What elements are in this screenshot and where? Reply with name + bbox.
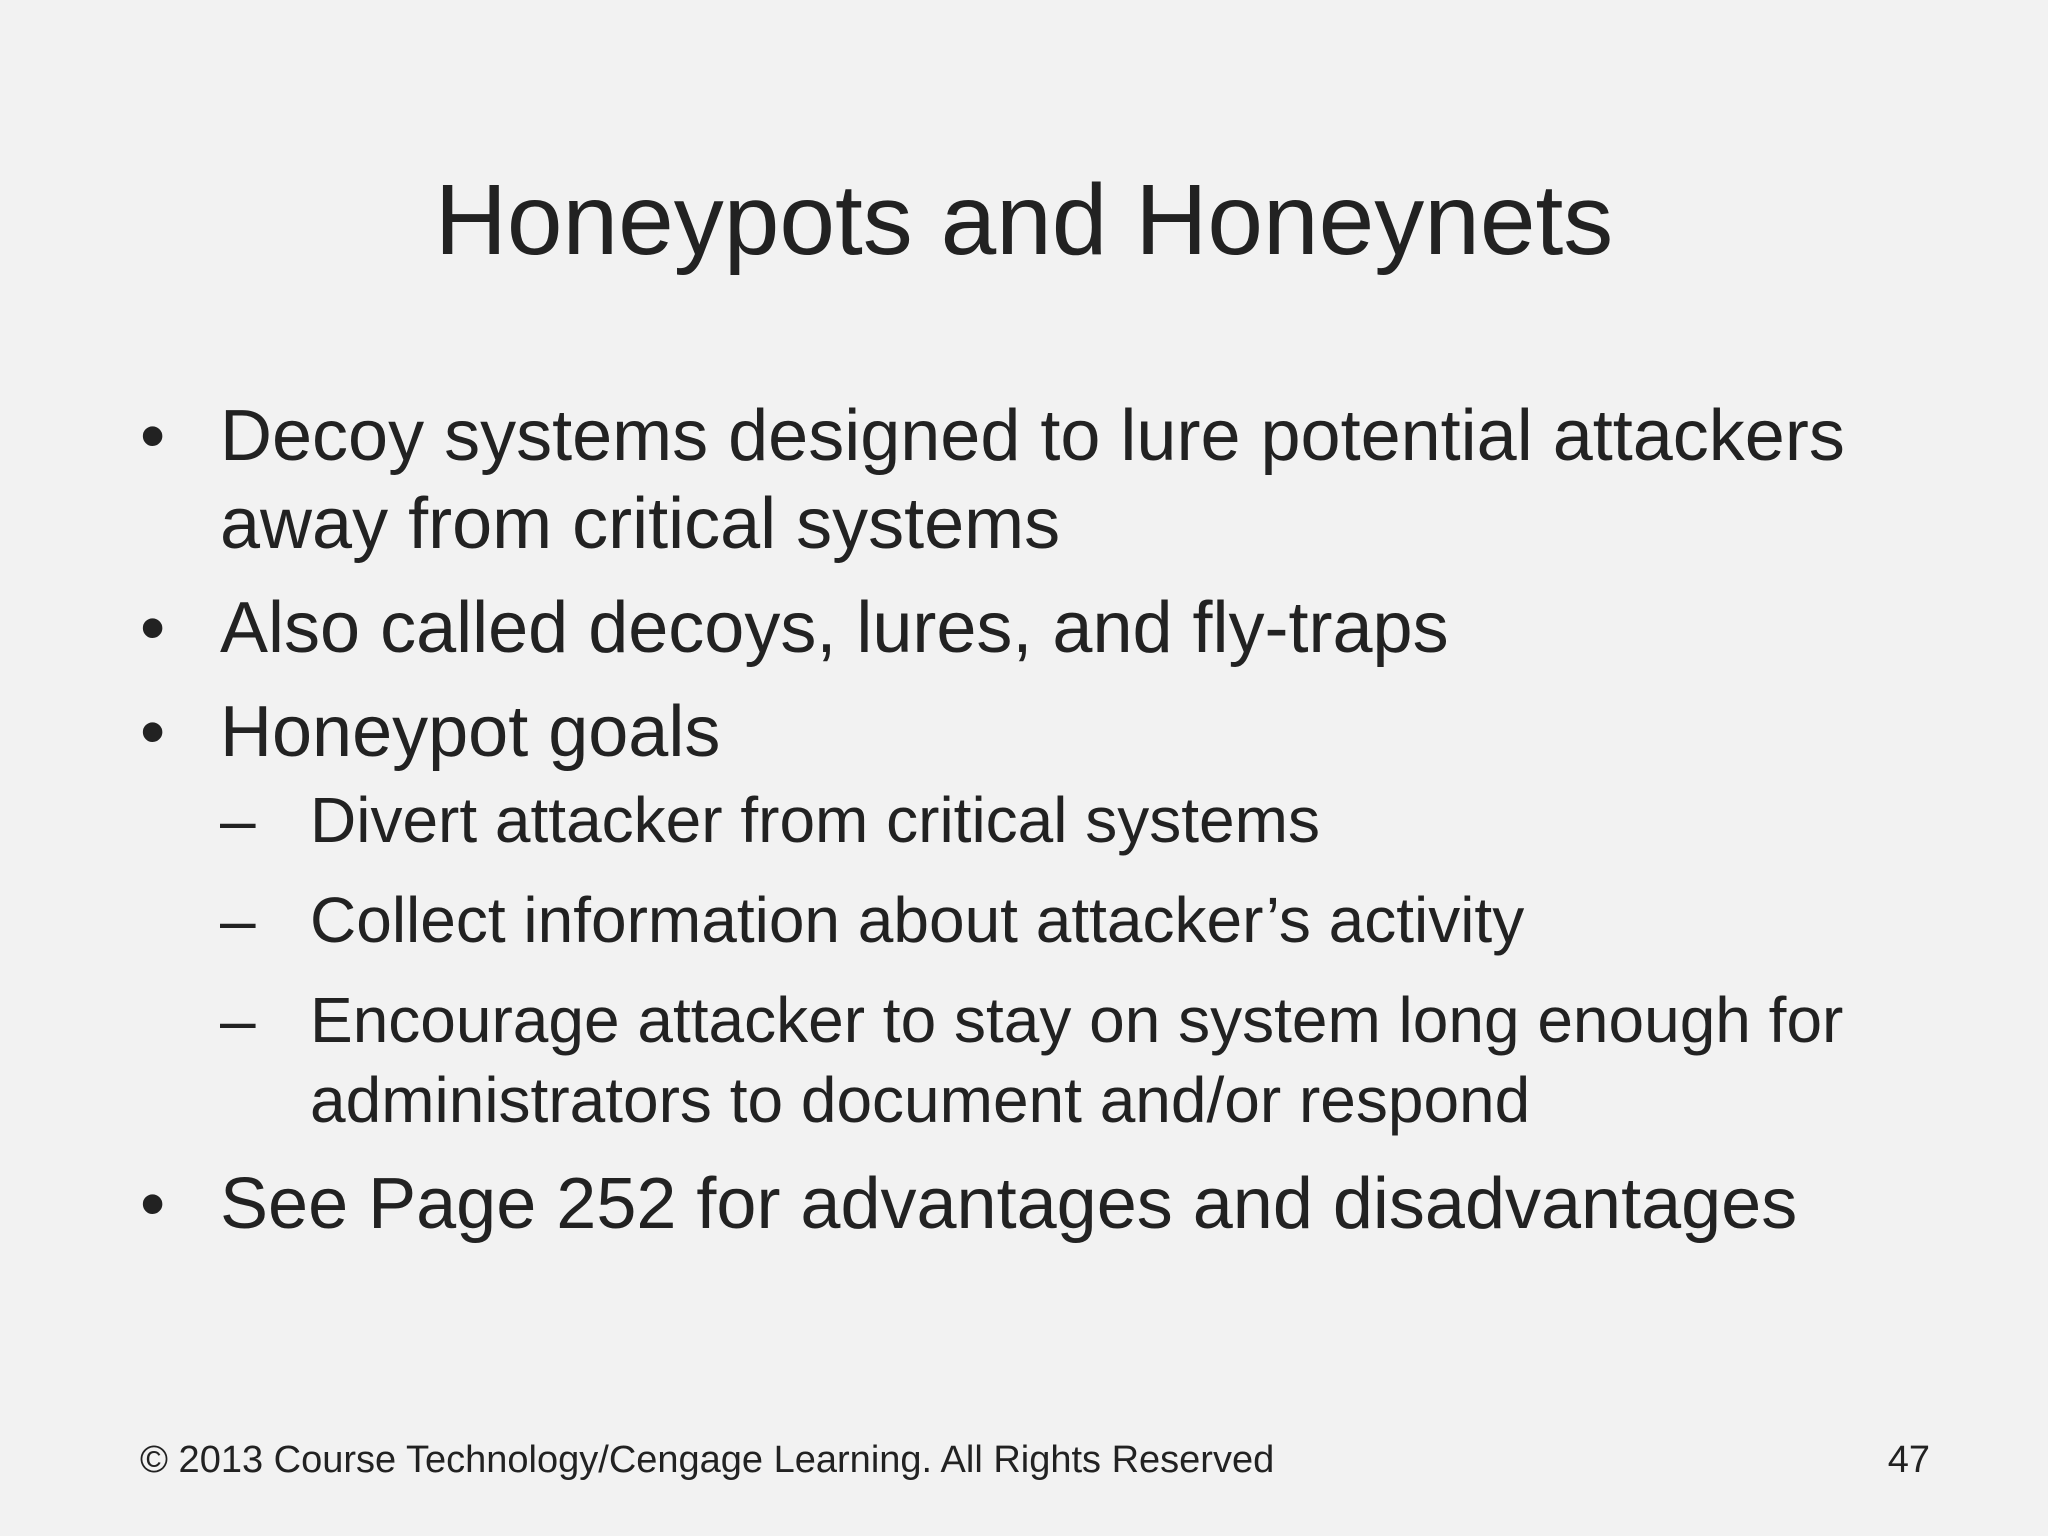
bullet-item [140, 392, 1940, 568]
bullet-text: Decoy systems designed to lure potential attackers away from critical systems [220, 396, 1845, 564]
sub-bullet-item [220, 980, 1940, 1140]
bullet-item [140, 688, 1940, 1140]
page-number: 47 [1887, 1439, 1930, 1481]
bullet-marker: • [140, 692, 166, 772]
bullet-list [140, 392, 1940, 1264]
sub-bullet-list [220, 780, 1940, 1140]
sub-bullet-text: Encourage attacker to stay on system long enough for administrators to document and/or respond [310, 984, 1844, 1136]
bullet-text: Honeypot goals [220, 692, 721, 772]
sub-bullet-text: Collect information about attacker’s activity [310, 884, 1525, 956]
dash-marker: – [220, 784, 256, 856]
sub-bullet-item [220, 880, 1940, 960]
sub-bullet-text: Divert attacker from critical systems [310, 784, 1320, 856]
dash-marker: – [220, 884, 256, 956]
slide-title: Honeypots and Honeynets [434, 164, 1614, 276]
bullet-text: Also called decoys, lures, and fly-traps [220, 588, 1449, 668]
bullet-item [140, 1160, 1940, 1248]
sub-bullet-item [220, 780, 1940, 860]
bullet-marker: • [140, 588, 166, 668]
bullet-text: See Page 252 for advantages and disadvantages [220, 1164, 1798, 1244]
copyright-footer: © 2013 Course Technology/Cengage Learning. All Rights Reserved [140, 1439, 1275, 1481]
bullet-marker: • [140, 1164, 166, 1244]
bullet-marker: • [140, 396, 166, 476]
dash-marker: – [220, 984, 256, 1056]
bullet-item [140, 584, 1940, 672]
